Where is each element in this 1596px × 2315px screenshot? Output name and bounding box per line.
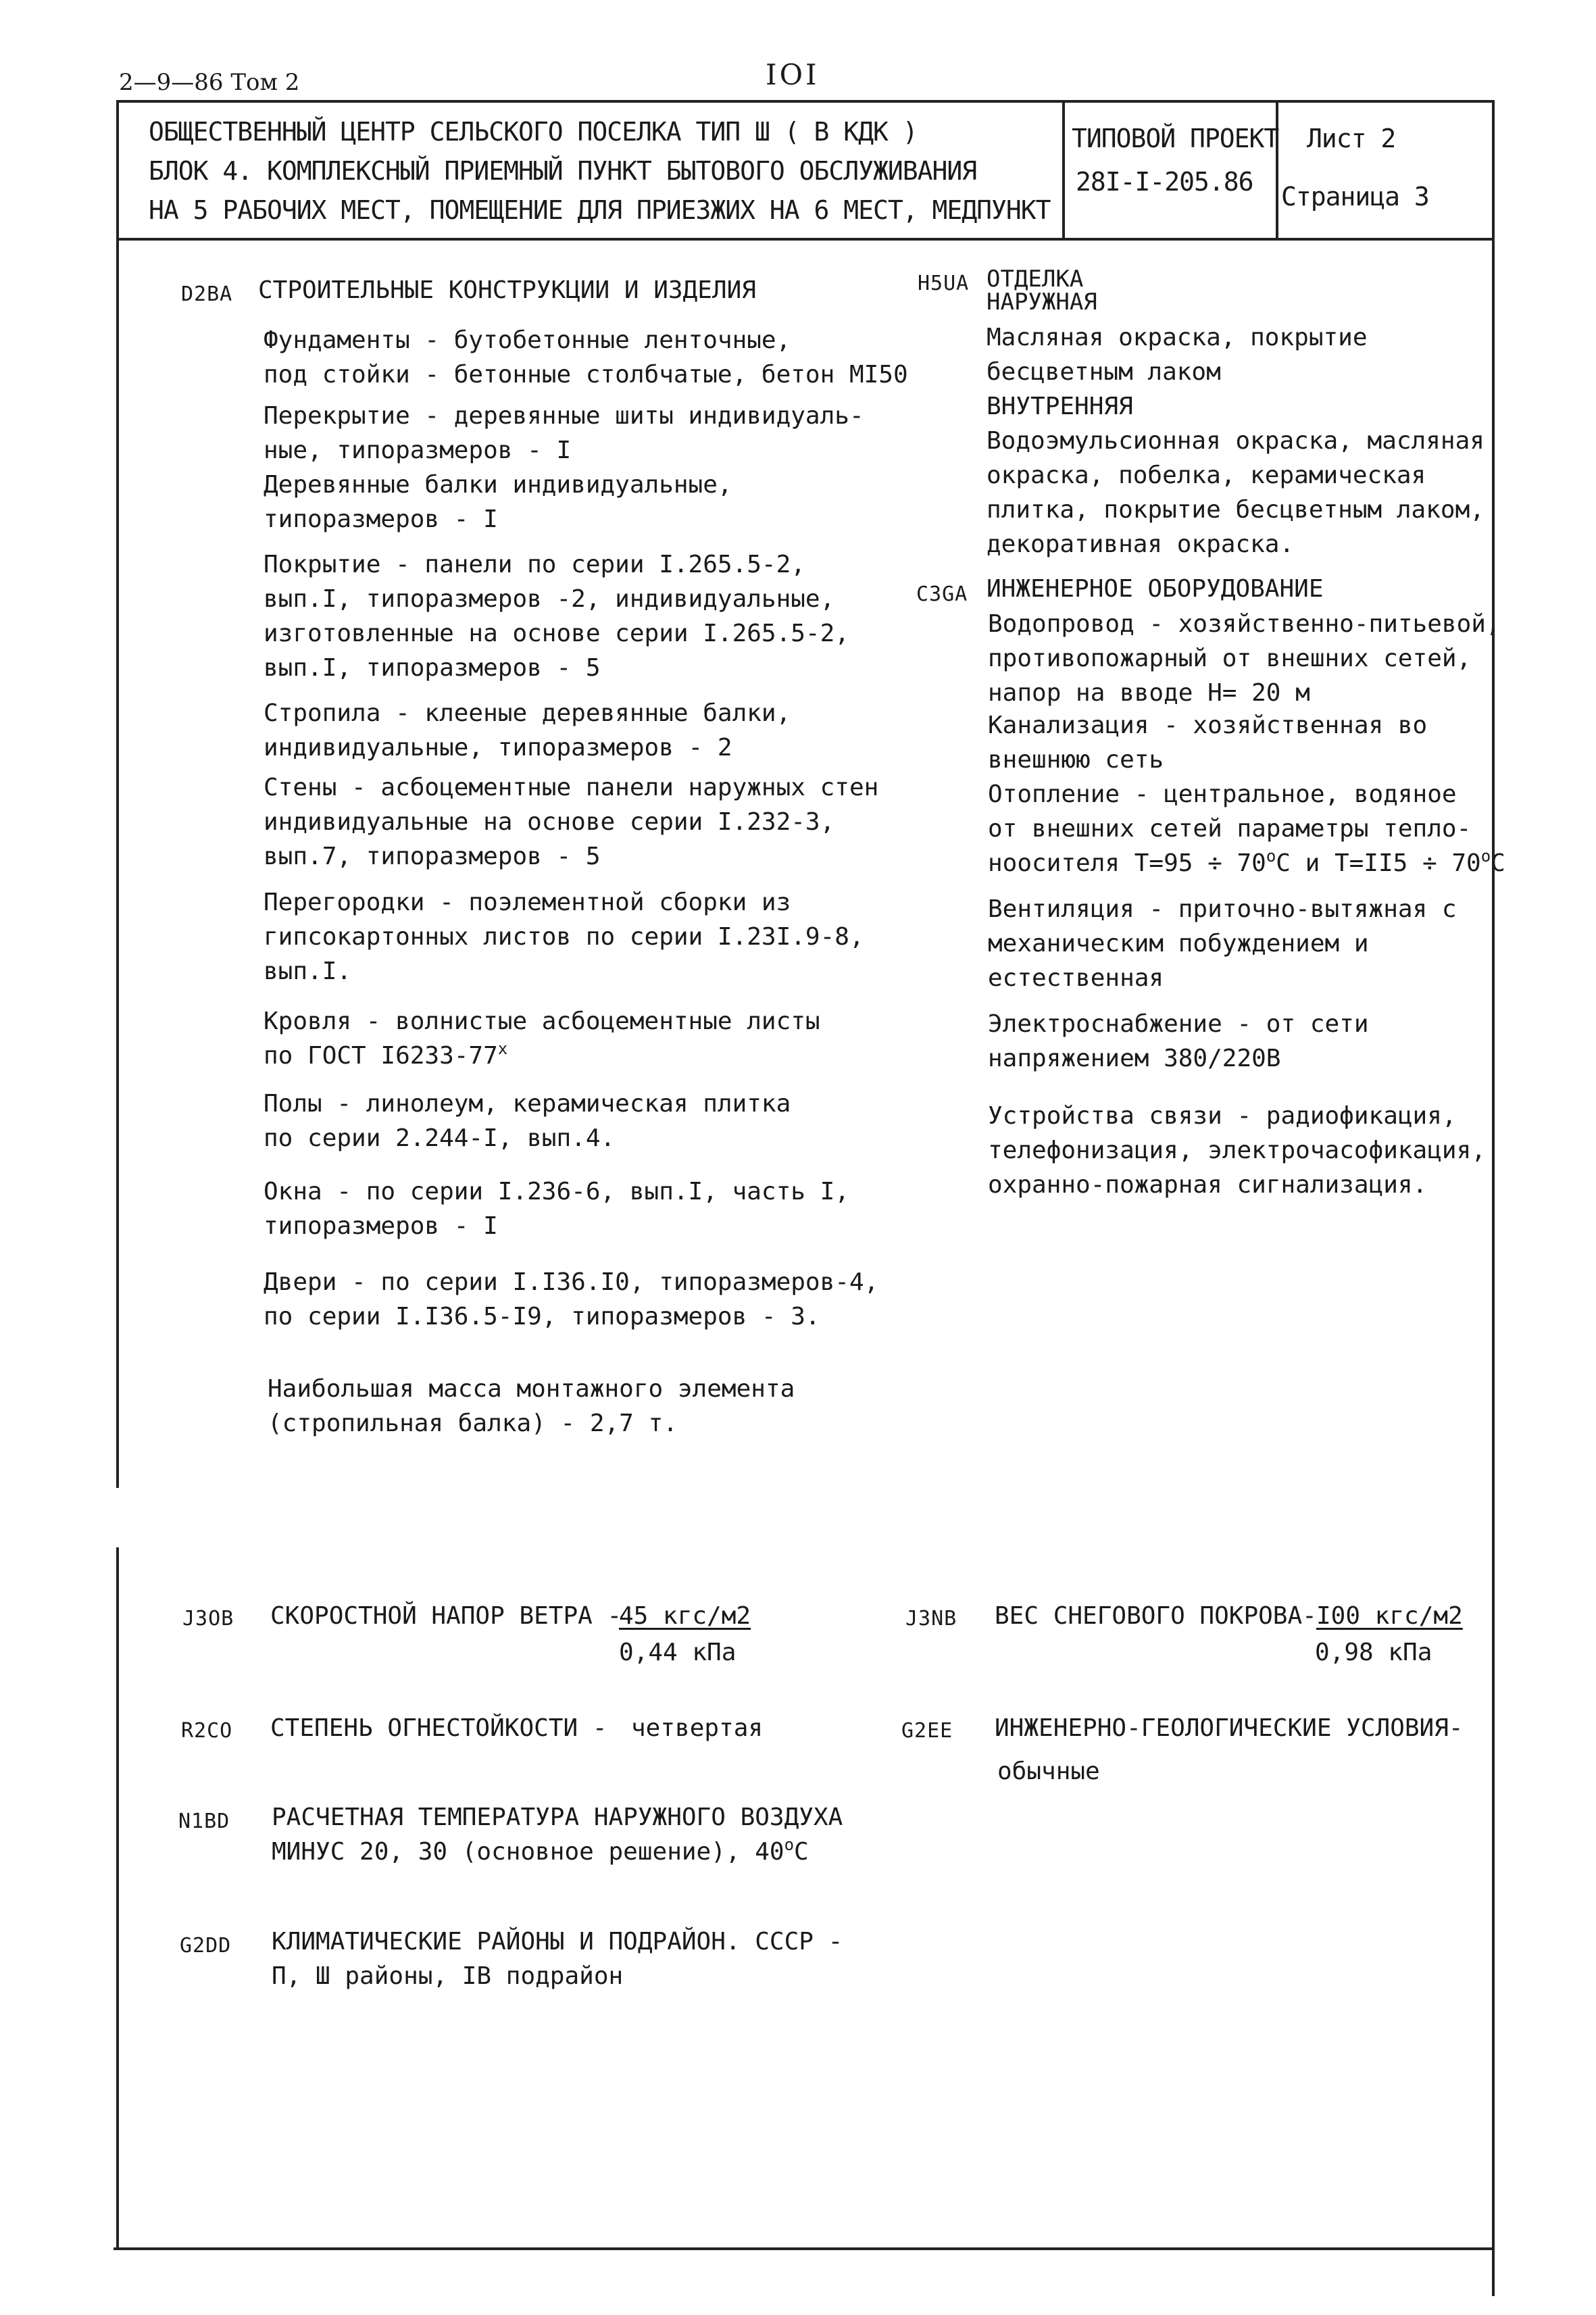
geology-value: обычные	[997, 1758, 1100, 1785]
list-item: Двери - по серии I.I36.I0, типоразмеров-4, по серии I.I36.5-I9, типоразмеров - 3.	[264, 1268, 879, 1330]
list-item: Окна - по серии I.236-6, вып.I, часть I, типоразмеров - I	[264, 1178, 849, 1240]
wind-code: J3OB	[182, 1607, 234, 1631]
geology-code: G2EE	[901, 1719, 953, 1743]
document-reference: 2—9—86 Том 2	[119, 69, 300, 96]
title-block-bottom-line	[116, 238, 1495, 241]
interior-label: ВНУТРЕННЯЯ	[987, 393, 1133, 420]
frame-bottom-line	[114, 2247, 1495, 2250]
exterior-finish: Масляная окраска, покрытие бесцветным лаком ВНУТРЕННЯЯ Водоэмульсионная окраска, масляная окраска, побелка, керамическая плитка, покрытие бесцветным лаком, декоративная окраска.	[987, 324, 1485, 558]
wind-value-si: 0,44 кПа	[619, 1639, 737, 1666]
section-heading: СТРОИТЕЛЬНЫЕ КОНСТРУКЦИИ И ИЗДЕЛИЯ	[258, 276, 756, 304]
power-supply: Электроснабжение - от сети напряжением 380/220В	[988, 1010, 1369, 1072]
list-item: Полы - линолеум, керамическая плитка по серии 2.244-I, вып.4.	[264, 1090, 791, 1152]
list-item: Кровля - волнистые асбоцементные листы по ГОСТ $I6233-77^х$	[264, 1007, 820, 1070]
sewerage: Канализация - хозяйственная во внешнюю сеть	[988, 712, 1428, 774]
left-margin-line-upper	[116, 238, 119, 1488]
title-block-description	[149, 112, 1051, 230]
fire-code: R2CO	[181, 1719, 233, 1743]
title-divider-1	[1062, 100, 1065, 241]
page-number: IOI	[766, 58, 820, 91]
left-margin-line-lower	[116, 1547, 119, 2250]
list-item: Стропила - клееные деревянные балки, индивидуальные, типоразмеров - 2	[264, 699, 791, 762]
engineering-section-code: C3GA	[916, 582, 968, 606]
frame-top-line	[116, 100, 1495, 103]
finish-section-code: H5UA	[918, 272, 970, 295]
frame-right-line	[1492, 100, 1495, 2296]
snow-code: J3NB	[905, 1607, 957, 1631]
exterior-label: НАРУЖНАЯ	[987, 289, 1097, 316]
title-line: ОБЩЕСТВЕННЫЙ ЦЕНТР СЕЛЬСКОГО ПОСЕЛКА ТИП Ш ( В КДК )	[149, 117, 918, 147]
list-item: Стены - асбоцементные панели наружных стен индивидуальные на основе серии I.232-3, вып.7, типоразмеров - 5	[264, 774, 879, 870]
section-code: D2BA	[181, 282, 233, 306]
sheet-number: Лист 2	[1307, 124, 1396, 153]
project-label: ТИПОВОЙ ПРОЕКТ	[1072, 124, 1279, 153]
ventilation: Вентиляция - приточно-вытяжная с механическим побуждением и естественная	[988, 895, 1457, 992]
wind-label: СКОРОСТНОЙ НАПОР ВЕТРА -	[270, 1602, 622, 1630]
temperature-code: N1BD	[178, 1810, 230, 1833]
frame-left-line	[116, 100, 119, 241]
list-item: Перегородки - поэлементной сборки из гипсокартонных листов по серии I.23I.9-8, вып.I.	[264, 889, 864, 985]
design-temperature: РАСЧЕТНАЯ ТЕМПЕРАТУРА НАРУЖНОГО ВОЗДУХА МИНУС 20, 30 (основное решение), $40^оС$	[272, 1803, 843, 1866]
snow-value-si: 0,98 кПа	[1315, 1639, 1432, 1666]
heating: Отопление - центральное, водяное от внешних сетей параметры тепло- ноосителя $Т=95 \div 70^оС$ и $Т=II5 \div 70^оС$	[988, 780, 1505, 877]
water-supply: Водопровод - хозяйственно-питьевой, противопожарный от внешних сетей, напор на вводе Н= 20 м	[988, 610, 1501, 707]
snow-label: ВЕС СНЕГОВОГО ПОКРОВА-	[995, 1602, 1317, 1630]
title-line: НА 5 РАБОЧИХ МЕСТ, ПОМЕЩЕНИЕ ДЛЯ ПРИЕЗЖИХ НА 6 МЕСТ, МЕДПУНКТ	[149, 195, 1051, 225]
climate-regions: КЛИМАТИЧЕСКИЕ РАЙОНЫ И ПОДРАЙОН. СССР - П, Ш районы, IB подрайон	[272, 1928, 843, 1990]
climate-code: G2DD	[180, 1934, 232, 1958]
list-item: Фундаменты - бутобетонные ленточные, под стойки - бетонные столбчатые, бетон МI50	[264, 326, 908, 389]
gost-superscript: х	[497, 1039, 508, 1058]
page-label: Страница 3	[1281, 182, 1429, 211]
wind-value: 45 кгс/м2	[619, 1602, 751, 1630]
list-item: Перекрытие - деревянные шиты индивидуаль- ные, типоразмеров - I Деревянные балки индивидуальные, типоразмеров - I	[264, 402, 864, 533]
engineering-heading: ИНЖЕНЕРНОЕ ОБОРУДОВАНИЕ	[987, 575, 1324, 603]
geology-label: ИНЖЕНЕРНО-ГЕОЛОГИЧЕСКИЕ УСЛОВИЯ-	[995, 1714, 1464, 1742]
snow-value: I00 кгс/м2	[1316, 1602, 1463, 1630]
fire-value: четвертая	[631, 1714, 764, 1742]
list-item: Наибольшая масса монтажного элемента (стропильная балка) - 2,7 т.	[268, 1375, 795, 1437]
fire-label: СТЕПЕНЬ ОГНЕСТОЙКОСТИ -	[270, 1714, 607, 1742]
list-item: Покрытие - панели по серии I.265.5-2, вып.I, типоразмеров -2, индивидуальные, изготовленные на основе серии I.265.5-2, вып.I, типоразмеров - 5	[264, 551, 849, 682]
project-number: 28I-I-205.86	[1076, 167, 1253, 197]
finish-heading: ОТДЕЛКА НАРУЖНАЯ	[987, 266, 1097, 316]
title-line: БЛОК 4. КОМПЛЕКСНЫЙ ПРИЕМНЫЙ ПУНКТ БЫТОВОГО ОБСЛУЖИВАНИЯ	[149, 156, 977, 186]
communications: Устройства связи - радиофикация, телефонизация, электрочасофикация, охранно-пожарная сигнализация.	[988, 1102, 1486, 1199]
